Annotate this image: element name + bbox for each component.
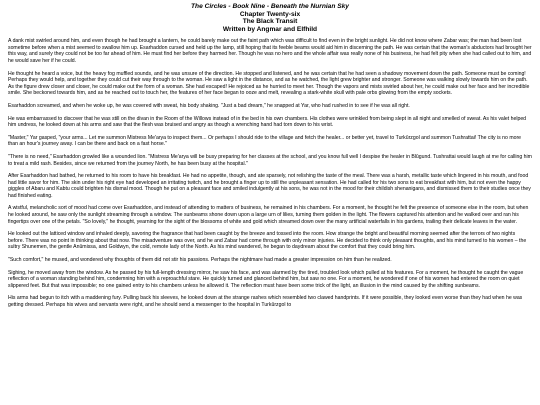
- paragraph: He looked out the latticed window and inhaled deeply, savoring the fragrance that had been caught by the breeze and tossed into the room. How strange the bright and beautiful morning seemed after the terrors of two nights before. There was no point in thinking about that now. The misadventure was over, and he and Zabar had come through with only minor injuries. He decided to think only pleasant thoughts, and his mind turned to his women – the sultry Shunemen, the gentle Anûmissa, and Goldwyn, the cold, remote lady of the North. As his mind wandered, he began to daydream about the comfort that they could bring him.: [8, 231, 527, 251]
- paragraph: A dank mist swirled around him, and even though he had brought a lantern, he could barely make out the faint path which was difficult to find even in the bright sunlight. He did not know where Zabar was; the man had been lost sometime before when a mist seemed to swallow him up. Esarhaddon cursed and held up the lamp, still hoping that its feeble beams would aid him in discerning the path. He was certain that the woman's abductors had brought her this way, and surely they could not be too far ahead of him. He must find her before they harmed her. Though he was no hero and the whole affair was really none of his business, he had felt pity when she had called out to him, and he would save her if he could.: [8, 38, 532, 65]
- byline: Written by Angmar and Elfhild: [222, 25, 318, 33]
- paragraph: He thought he heard a voice, but the heavy fog muffled sounds, and he was unsure of the direction. He stopped and listened, and he was certain that he had seen a shadowy movement down the path. Someone must be coming! Perhaps they would help, and together they could cut their way through to the woman. He saw a light in the distance, and as he watched, the light grew brighter and stronger. Someone was walking slowly towards him on the path. As the figure drew closer and closer, he could make out the form of a woman. She had escaped! He rejoiced as he hurried to meet her. Though the vapors and mists swirled about her, he could make out her face and her incredible smile. She beckoned towards him, and as he reached out to touch her, the features of her face began to ooze and melt, revealing a stark-white skull with pale orbs glowing from the empty sockets.: [8, 70, 530, 97]
- paragraph: "Such comfort," he mused, and wondered why thoughts of them did not stir his passions. Perhaps the nightmare had made a greater impression on him than he realized.: [8, 256, 392, 263]
- paragraph: Sighing, he moved away from the window. As he passed by his full-length dressing mirror, he saw his face, and was alarmed by the tired, troubled look which pulled at his features. For a moment, he thought he caught the vague reflection of a woman standing behind him, condemning him with a reproachful stare. He quickly turned and glanced behind him, but saw no one. For a moment, he wondered if one of his women had entered the room on quiet slippered feet. But that was impossible; no one gained entry to his chambers unless he allowed it. The reflection must have been some trick of the light, an illusion in the mind caused by the shifting sunbeams.: [8, 269, 524, 289]
- story-body: [8, 38, 532, 308]
- paragraph: He was embarrassed to discover that he was still on the divan in the Room of the Willows instead of in the bed in his own chambers. His clothes were wrinkled from being slept in all night and smelled of sweat. As his valet helped him undress, he looked down at his arms and saw that the flesh was bruised and angry as though a wrenching hand had torn down to his wrist.: [8, 115, 527, 129]
- chapter-number: Chapter Twenty-six: [239, 10, 301, 18]
- paragraph: Esarhaddon screamed, and when he woke up, he was covered with sweat, his body shaking. "Just a bad dream," he snapped at Yar, who had rushed in to see if he was all right.: [8, 102, 410, 109]
- paragraph: "There is no need," Esarhaddon growled like a wounded lion. "Mistress Me'arya will be busy preparing for her classes at the school, and you know full well I despise the healer in Blûgund. Tushrattai would laugh at me for calling him to treat a mild rash. Besides, since we returned from the journey North, he has been busy at the hospital.": [8, 153, 532, 167]
- paragraph: After Esarhaddon had bathed, he returned to his room to have his breakfast. He had no appetite, though, and ate sparsely, not relishing the taste of the meal. There was a harsh, metallic taste which lingered in his mouth, and food had little savor for him. The skin under his right eye had developed an irritating twitch, and he brought a finger up to still the unpleasant sensation. He had called for his two sons to eat breakfast with him, but not even the happy giggles of Abaru and Kabtu could brighten his dismal mood. Though he put on a pleasant face and smiled indulgently at his sons, he was not in the mood for their childish shenanigans, and dismissed them to their studies once they had finished eating.: [8, 173, 531, 199]
- paragraph: His arms had begun to itch with a maddening fury. Pulling back his sleeves, he looked down at the strange rashes which resembled two clawed handprints. If it were possible, they looked even worse than they had when he was getting dressed. Perhaps his wives and servants were right, and he should send a messenger to the hospital in Turkûrzgol to: [8, 295, 523, 308]
- chapter-title: The Black Transit: [242, 18, 298, 26]
- paragraph: A wistful, melancholic sort of mood had come over Esarhaddon, and instead of attending to matters of business, he remained in his chambers. For a moment, he thought he felt the presence of someone else in the room, but when he looked around, he saw only the sunlight streaming through a window. The sunbeams shone down upon a large urn of lilies, turning them golden in the light. The flowers captured his attention and he walked over and ran his fingertips over one of the petals. "So lovely," he thought, yearning for the sight of the blossoms of white and gold which streamed down over the many artificial waterfalls in his gardens, trailing their delicate leaves in the water.: [8, 205, 529, 225]
- paragraph: "Master," Yar gasped, "your arms... Let me summon Mistress Me'arya to inspect them... Or perhaps I should ride to the village and fetch the healer... or better yet, travel to Turkûrzgol and summon Tushrattai! The city is no more than an hour's journey away. I can be there and back on a fast horse.": [8, 134, 522, 148]
- chapter-header: [8, 3, 532, 33]
- book-title: The Circles - Book Nine - Beneath the Nurnian Sky: [191, 3, 349, 10]
